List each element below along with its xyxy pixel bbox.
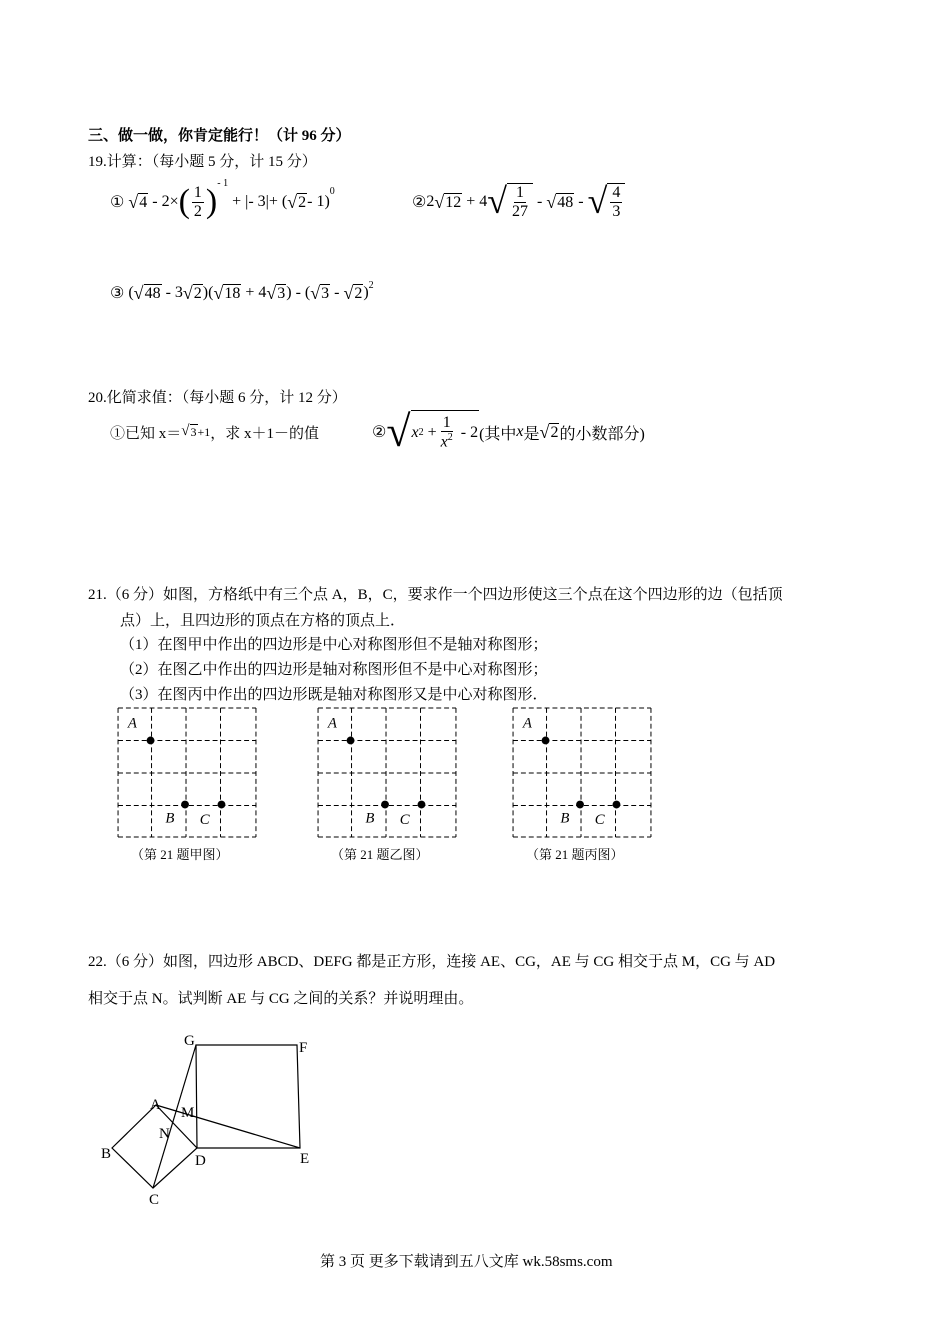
grid-jia [117,707,257,839]
q21-sub-1: （1）在图甲中作出的四边形是中心对称图形但不是轴对称图形； [120,637,548,653]
q20-part1-text: ①已知 x＝ [110,425,182,442]
paren-mid: )( [202,284,214,301]
label-m: M [181,1105,195,1121]
op-minus-one: - 1) [307,193,330,210]
paren: ( [128,284,134,301]
tail-text: (其中 [479,425,517,443]
paren-close: ) [363,284,369,301]
label-b: B [101,1146,112,1162]
sqrt-expression: √ x 2 + $\frac{1}{x^2}$ - 2 [386,407,479,456]
q22-figure [95,1030,325,1210]
sqrt-frac-4-3: √ $\frac{4}{3}$ [588,183,626,220]
label-f: F [299,1040,308,1056]
exp-2: 2 [418,427,424,438]
op-plus-paren: + ( [268,193,288,210]
op-plus: + [427,423,437,441]
label-b: B [365,810,375,827]
paren-open: ( [178,183,190,220]
op-plus-4: + 4 [466,193,488,210]
grid-bing [512,707,652,839]
sqrt-48: √ 48 [133,282,161,303]
point-a-dot [542,737,550,745]
q21-line-2: 点）上，且四边形的顶点在方格的顶点上． [120,613,406,629]
sqrt-2: √ 2 [343,282,363,303]
caption-yi: （第 21 题乙图） [331,847,429,862]
grid-yi [317,707,457,839]
sqrt-4: √ 4 [128,191,148,212]
point-b-dot [576,801,584,809]
q19-num-3: ③ [110,285,125,302]
sqrt-48: √ 48 [546,191,574,212]
sqrt-12: √ 12 [434,191,462,212]
op-minus-2: - 2 [460,423,479,441]
op-minus: - 2 [152,193,170,210]
var-x: x [516,423,524,440]
q19-expr-1: ① √ 4 - 2 × ( $\frac{1}{2}$ ) $^{- 1}$ + | - 3 | + ( √ 2 - 1) $^0$ [110,178,335,220]
op-plus: + [232,193,242,210]
q20-part-1 [110,420,319,444]
page-footer: 第 3 页 更多下载请到五八文库 wk.58sms.com [320,1254,613,1270]
label-c: C [199,812,210,829]
tail-text: 是 [523,425,540,443]
label-c: C [399,812,410,829]
tail-text: 的小数部分) [559,425,645,443]
q20-title: 20.化简求值：（每小题 6 分，计 12 分） [88,390,347,406]
coef-2: 2 [426,193,435,210]
sqrt-3: √ 3 [266,282,286,303]
point-c-dot [613,801,621,809]
label-c: C [594,812,605,829]
q20-part1-tail: ，求 x＋1－的值 [210,425,320,442]
q20-part-2 [372,408,645,456]
op-minus: - [578,193,584,210]
paren-close: ) [205,183,218,220]
label-b: B [165,810,175,827]
abs-value: - 3 [248,193,266,210]
section-heading: 三、做一做，你肯定能行！（计 96 分） [88,128,351,144]
exponent-2: 2 [368,280,374,291]
op-times: × [169,193,179,210]
q20-num-2: ② [372,424,387,441]
point-a-dot [147,737,155,745]
op-plus-4: + 4 [245,284,267,301]
paren-close: ) - ( [286,284,311,301]
label-a: A [127,715,137,732]
q21-sub-3: （3）在图丙中作出的四边形既是轴对称图形又是中心对称图形． [120,687,548,703]
op-minus-3: - 3 [165,284,183,301]
label-a: A [327,715,337,732]
label-b: B [560,810,570,827]
sqrt-18: √ 18 [213,282,241,303]
exponent-neg1: - 1 [217,178,229,189]
plus-one: +1 [197,424,211,439]
caption-jia: （第 21 题甲图） [131,847,229,862]
caption-bing: （第 21 题丙图） [526,847,624,862]
point-c-dot [218,801,226,809]
label-g: G [184,1033,195,1049]
label-a: A [150,1097,161,1113]
q19-expr-2 [412,178,625,226]
var-x: x [411,423,419,441]
q21-line-1: 21.（6 分）如图，方格纸中有三个点 A，B，C，要求作一个四边形使这三个点在这个四边形的边（包括顶 [88,587,783,603]
sqrt-2: √ 2 [182,282,202,303]
point-a-dot [347,737,355,745]
q19-expr-3 [110,280,374,306]
sqrt-3: √ 3 [181,423,197,439]
segment-ae [156,1105,300,1148]
frac-half: $\frac{1}{2}$ [193,183,202,220]
sqrt-2: √ 2 [287,191,307,212]
q19-num-1: ① [110,194,125,211]
label-e: E [300,1151,310,1167]
q21-sub-2: （2）在图乙中作出的四边形是轴对称图形但不是中心对称图形； [120,662,548,678]
label-a: A [522,715,532,732]
sqrt-2: √ 2 [539,421,559,442]
op-minus: - [334,284,340,301]
label-c: C [149,1192,160,1208]
frac-1-x2: $\frac{1}{x^2}$ [440,413,453,451]
point-b-dot [381,801,389,809]
q22-line-2: 相交于点 N。试判断 AE 与 CG 之间的关系？并说明理由。 [88,991,474,1007]
q19-title: 19.计算：（每小题 5 分，计 15 分） [88,154,317,170]
q19-num-2: ② [412,194,427,211]
label-n: N [159,1126,170,1142]
point-c-dot [418,801,426,809]
point-b-dot [181,801,189,809]
label-d: D [195,1153,206,1169]
exponent-zero: 0 [329,186,335,197]
sqrt-3: √ 3 [310,282,330,303]
q22-line-1: 22.（6 分）如图，四边形 ABCD、DEFG 都是正方形，连接 AE、CG，AE 与 CG 相交于点 M，CG 与 AD [88,954,776,970]
sqrt-frac-1-27: √ $\frac{1}{27}$ [487,183,533,220]
op-minus: - [537,193,543,210]
